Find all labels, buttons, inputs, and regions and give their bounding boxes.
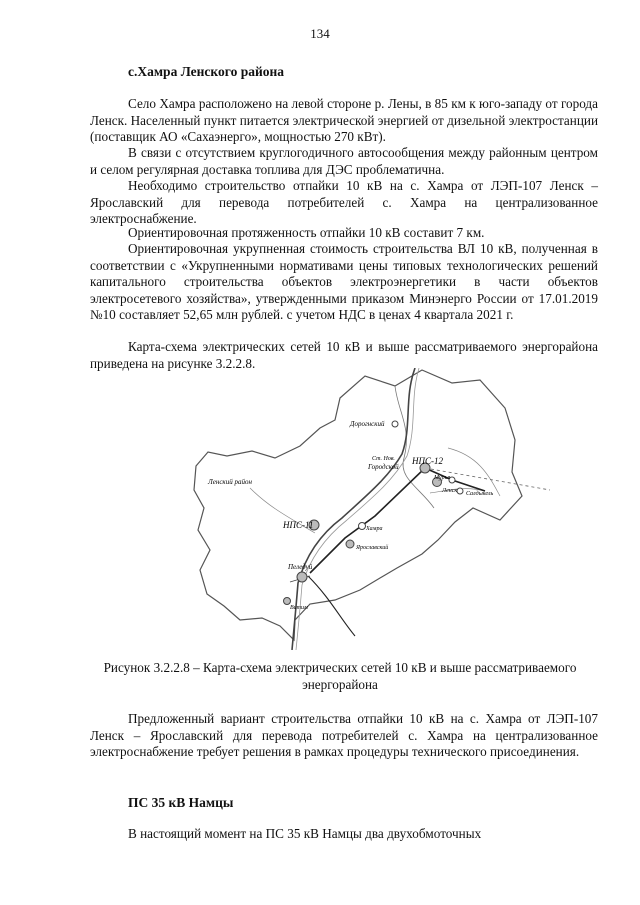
paragraph: В связи с отсутствием круглогодичного автосообщения между районным центром и селом регулярная доставка топлива для ДЭС проблематична. <box>90 145 598 177</box>
hamra-marker <box>359 523 366 530</box>
paragraph: Карта-схема электрических сетей 10 кВ и выше рассматриваемого энергорайона приведена на рисунке 3.2.2.8. <box>90 339 598 371</box>
label-derevnya: Дорогнский <box>350 420 385 428</box>
paragraph: В настоящий момент на ПС 35 кВ Намцы два двухобмоточных <box>128 826 482 841</box>
page-number: 134 <box>310 26 330 41</box>
label-hamra: Хамра <box>366 526 383 532</box>
power-grid-map <box>190 368 560 650</box>
derevnya-marker <box>392 421 398 427</box>
section-heading-hamra: с.Хамра Ленского района <box>128 64 285 79</box>
power-line-main <box>310 468 485 573</box>
label-ntp12: НПС-12 <box>412 456 443 466</box>
label-salda: Салдыкель <box>466 491 494 497</box>
power-line-branch <box>308 576 355 636</box>
paragraph: Ориентировочная укрупненная стоимость строительства ВЛ 10 кВ, полученная в соответствии с «Укрупненными нормативами цены типовых технологических решений капитального строительства объектов электроэнергетики в части объектов электросетевого хозяйства», утвержденными приказом Минэнерго России от 17.01.2019 №10 составляет 52,65 млн рублей. с учетом НДС в ценах 4 квартала 2021 г. <box>90 241 598 323</box>
label-yaroslavskiy: Ярославский <box>356 545 389 551</box>
section-heading-namtsy: ПС 35 кВ Намцы <box>128 795 234 810</box>
label-peleduy: Пеледуй <box>288 563 313 571</box>
paragraph: Необходимо строительство отпайки 10 кВ на с. Хамра от ЛЭП-107 Ленск – Ярославский для перевода потребителей с. Хамра на централизованное электроснабжение. <box>90 178 598 227</box>
district-boundary <box>395 386 434 508</box>
paragraph: Предложенный вариант строительства отпайки 10 кВ на с. Хамра от ЛЭП-107 Ленск – Ярославский для перевода потребителей с. Хамра на централизованное электроснабжение требует решения в рамках процедуры технического присоединения. <box>90 711 598 760</box>
label-lenskiy-rayon: Ленский район <box>208 478 252 486</box>
paragraph: Ориентировочная протяженность отпайки 10 кВ составит 7 км. <box>128 225 485 240</box>
label-sten: Ст. Нов. <box>372 456 395 462</box>
vitim-marker <box>284 598 291 605</box>
label-gorod: Городской <box>368 463 399 471</box>
yaroslavskiy-marker <box>346 540 354 548</box>
river-lena <box>292 368 415 650</box>
figure-caption: Рисунок 3.2.2.8 – Карта-схема электрических сетей 10 кВ и выше рассматриваемого энергорайона <box>103 660 577 692</box>
label-vitim: Витим <box>290 605 308 611</box>
label-murya: Мурья <box>434 475 451 481</box>
label-ntp11: НПС-11 <box>283 520 314 530</box>
peleduy-marker <box>297 572 307 582</box>
region-boundary <box>194 370 522 640</box>
label-lensk: Ленск <box>442 488 458 494</box>
salda-marker <box>457 488 463 494</box>
paragraph: Село Хамра расположено на левой стороне р. Лены, в 85 км к юго-западу от города Ленск. Населенный пункт питается электрической энергией от дизельной электростанции (поставщик АО «Сахаэнерго», мощностью 270 кВт). <box>90 96 598 145</box>
